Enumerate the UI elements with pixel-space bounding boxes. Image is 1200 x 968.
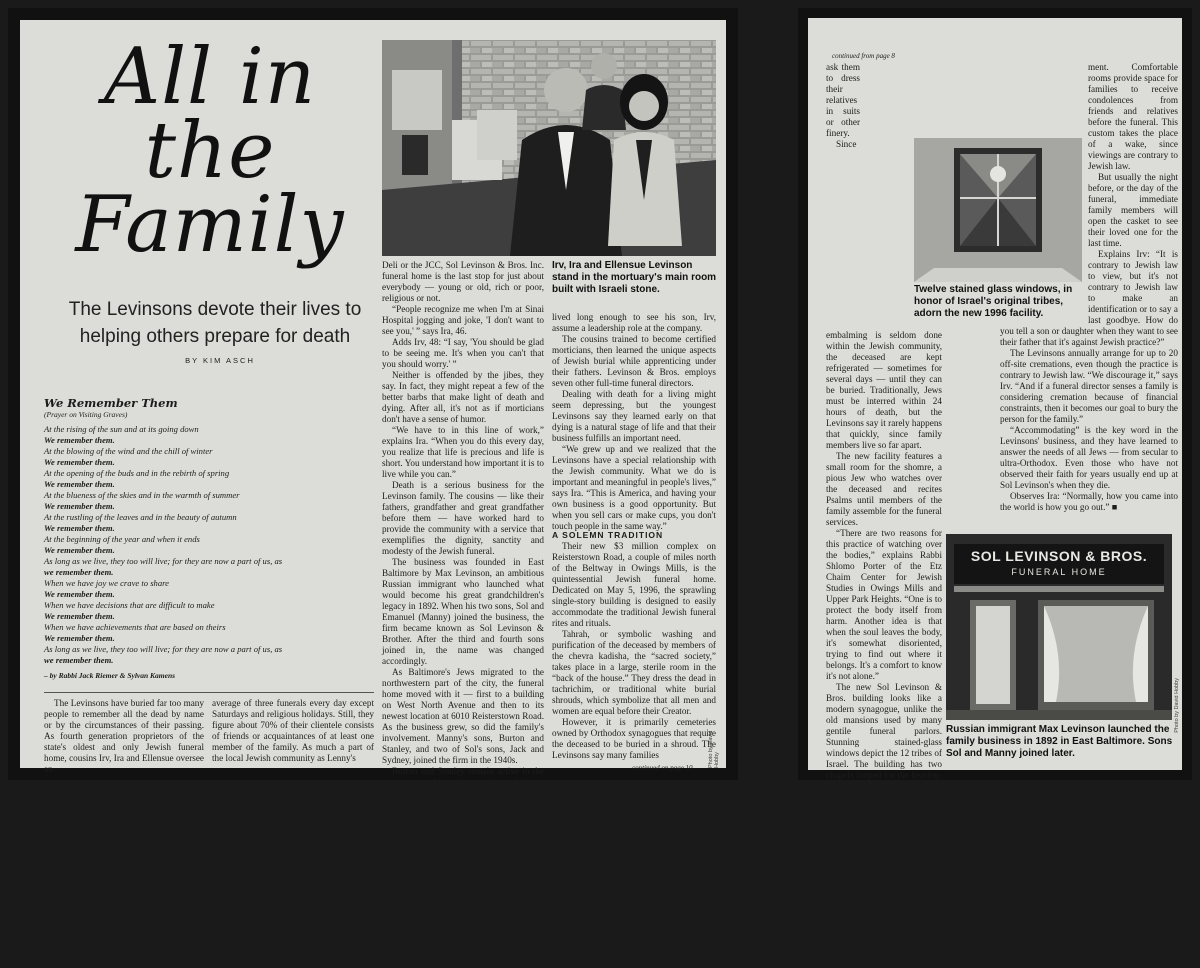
paragraph: “There are two reasons for this practice of watching over the bodies,” explains Rabbi Shlomo Porter of the Etz Chaim Center for Jewish Studies in Owings Mills and Upper Park Heights. “One is to protect the body itself from harm. Another idea is that when the soul leaves the body, it's somewhat disoriented, trying to find out where it belongs. It's a comfort to know it's not alone.” — [826, 528, 942, 681]
paragraph: Neither is offended by the jibes, they say. In fact, they might repeat a few of the better barbs that make light of death and dying. After all, it's not as if morticians don't have a sense of humor. — [382, 370, 544, 424]
poem-line: We remember them. — [44, 479, 115, 489]
poem-line: We remember them. — [44, 435, 115, 445]
paragraph: “People recognize me when I'm at Sinai Hospital jogging and joke, 'I don't want to see you,' ” says Ira, 46. — [382, 304, 544, 336]
photo-illustration — [382, 40, 716, 256]
storefront-sign-name: SOL LEVINSON & BROS. — [970, 548, 1148, 564]
photo-illustration — [914, 138, 1082, 282]
paragraph: “We have to in this line of work,” explains Ira. “When you do this every day, you realize that life is precious and life is short. You understand how important it is to live while you can.” — [382, 425, 544, 479]
byline: BY KIM ASCH — [185, 356, 255, 365]
paragraph: Adds Irv, 48: “I say, 'You should be glad to be seeing me. It's when you can't that you should worry.' ” — [382, 337, 544, 369]
storefront-caption: Russian immigrant Max Levinson launched the family business in 1892 in East Baltimore. Sons Sol and Manny joined later. — [946, 724, 1173, 759]
paragraph: Explains Irv: “It is contrary to Jewish law to view, but it's not contrary to Jewish law to make an identification or to say a last goodbye. How do you tell a son or daughter when they want to see their father that it's against Jewish practice?” — [1000, 249, 1178, 347]
poem-line: At the opening of the buds and in the rebirth of spring — [44, 468, 230, 478]
paragraph: ask them to dress their relatives in suits or other finery. — [826, 62, 860, 138]
poem-line: we remember them. — [44, 655, 114, 665]
article-deck: The Levinsons devote their lives to helping others prepare for death — [68, 299, 362, 347]
photo-credit: Photo by David Hobby — [708, 730, 720, 768]
paragraph: The cousins trained to become certified morticians, then learned the unique aspects of Jewish burial while apprenticing under their fathers. Levinson & Bros. employs seven other full-time funeral directors. — [552, 334, 716, 388]
paragraph: Observes Ira: “Normally, how you came into the world is how you go out.” ■ — [1000, 491, 1178, 512]
jump-line: continued on page 10 — [632, 764, 693, 772]
poem-line: We remember them. — [44, 611, 115, 621]
poem-line: We remember them. — [44, 523, 115, 533]
body-column-4 — [552, 312, 716, 531]
article-title — [60, 32, 360, 270]
poem-line: At the blowing of the wind and the chill of winter — [44, 446, 213, 456]
body-column-4-continued — [552, 524, 716, 762]
title-line: Family — [75, 180, 345, 270]
paragraph: “We grew up and we realized that the Levinsons have a special relationship with the Jewish community. What we do is important and meaningful in people's lives,” says Ira. “This is America, and having your own business is a good opportunity. But when you sell cars or make cups, you don't touch people in the same way.” — [552, 444, 716, 531]
right-page — [798, 8, 1192, 967]
poem-title: We Remember Them — [44, 396, 178, 410]
continued-from: continued from page 8 — [832, 52, 895, 60]
paragraph: “Accommodating” is the key word in the Levinsons' business, and they have learned to answer the needs of all Jews — from secular to ultra-Orthodox. Even those who have not observed their faith for years usually end up at Sol Levinson's when they die. — [1000, 425, 1178, 490]
paragraph: lived long enough to see his son, Irv, assume a leadership role at the company. — [552, 312, 716, 333]
paragraph: Burton and Stanley remain active in the business, working alongside their children, Ira and Ellensue. Jack died in 1993, but — [382, 766, 544, 798]
paragraph: Tahrah, or symbolic washing and purification of the deceased by members of the chevra kadisha, the “sacred society,” takes place in a large, sterile room in the “back of the house.” They dress the dead in tachrichim, or traditional white burial shrouds, which symbolize that all men and women are equal before their Creator. — [552, 629, 716, 716]
poem-subtitle: (Prayer on Visiting Graves) — [44, 410, 128, 419]
storefront-photo — [946, 534, 1172, 720]
paragraph: The larger chapel seats up to 600 people, and its back wall is made of stone imported from Jerusalem — the same type found in the Wailing Wall. A lending library named in honor of Irv's mother, Marjorie, who died when she was 34, is stocked with 500 volumes on bereave- — [826, 891, 994, 967]
divider — [44, 692, 374, 693]
paragraph: But usually the night before, or the day of the funeral, immediate family members will open the casket to see their loved one for the last time. — [1088, 172, 1178, 248]
poem-credit: – by Rabbi Jack Riemer & Sylvan Kamens — [44, 671, 176, 680]
poem-line: At the rustling of the leaves and in the beauty of autumn — [44, 512, 237, 522]
title-line: All in — [103, 32, 317, 122]
paragraph: The new Sol Levinson & Bros. building looks like a modern synagogue, unlike the old mansions used by many gentile funeral parlors. Stunning stained-glass windows depict the 12 tribes of Israel. The building has two chapels looped for the hearing-impaired, as well as a small private facility for descendants of the Kohain tribe, who are prohibited from entering the building with the dead. They may view the ceremony from inside the simple structure, which is wired for sound and video. — [826, 682, 994, 846]
section-body — [552, 541, 716, 761]
body-column-1: The Levinsons have buried far too many people to remember all the dead by name or by the circumstances of their passing. As fourth generation proprietors of the state's oldest and only Jewish funeral home, cousins Irv, Ira and Ellensue oversee an — [44, 698, 204, 774]
poem-line: As long as we live, they too will live; for they are now a part of us, as — [44, 644, 283, 654]
poem-line: At the beginning of the year and when it ends — [44, 534, 200, 544]
poem-line: We remember them. — [44, 633, 115, 643]
poem-line: we remember them. — [44, 567, 114, 577]
paragraph: Death is a serious business for the Levinson family. The cousins — like their fathers, grandfather and great grandfather before them — have worked hard to provide the community with a service that exemplifies the dignity, sanctity and modesty of the Jewish funeral. — [382, 480, 544, 556]
levinson-cousins-photo — [382, 40, 716, 256]
paragraph: However, it is primarily cemeteries owned by Orthodox synagogues that require the deceased to be buried in a shroud. The Levinsons say many families — [552, 717, 716, 760]
body-column-2: average of three funerals every day except Saturdays and religious holidays. Still, they figure about 70% of their clientele consists of friends or acquaintances of at least one member of the family. As much a part of the local Jewish community as Lenny's — [212, 698, 374, 763]
paragraph: As Baltimore's Jews migrated to the northwestern part of the city, the funeral home moved with it — first to a building on West North Avenue and then to its newest location at 6010 Reisterstown Road. As the business grew, so did the family's involvement. Manny's sons, Burton and Stanley, and two of Sol's sons, Jack and Sydney, joined the firm in the 1940s. — [382, 667, 544, 765]
poem-line: We remember them. — [44, 457, 115, 467]
poem-sidebar — [44, 398, 374, 681]
left-page — [8, 8, 738, 798]
poem-line: We remember them. — [44, 501, 115, 511]
paragraph: Deli or the JCC, Sol Levinson & Bros. Inc. funeral home is the last stop for just about everybody — young or old, rich or poor, religious or not. — [382, 260, 544, 303]
paragraph: The Levinsons annually arrange for up to 20 off-site cremations, even though the practice is contrary to Jewish law. “We discourage it,” says Irv. “And if a funeral director senses a family is considering cremation because of financial constraints, then it becomes our goal to bury the person for the family.” — [1000, 348, 1178, 424]
poem-line: When we have decisions that are difficult to make — [44, 600, 215, 610]
title-line: the — [144, 106, 276, 196]
paragraph: The business was founded in East Baltimore by Max Levinson, an ambitious Russian immigrant who launched what would become his great grandchildren's legacy in 1892. When his two sons, Sol and Emanuel (Manny) joined the business, the firm became known as Sol Levinson & Brother. After the third and fourth sons joined in, the name was changed accordingly. — [382, 557, 544, 666]
poem-line: At the blueness of the skies and in the warmth of summer — [44, 490, 240, 500]
poem-line: As long as we live, they too will live; for they are now a part of us, as — [44, 556, 283, 566]
poem-line: At the rising of the sun and at its going down — [44, 424, 199, 434]
photo-caption: Irv, Ira and Ellensue Levinson stand in the mortuary's main room built with Israeli stone. — [552, 260, 717, 295]
stained-glass-caption: Twelve stained glass windows, in honor of Israel's original tribes, adorn the new 1996 facility. — [914, 284, 1073, 319]
poem-line: We remember them. — [44, 589, 115, 599]
section-subhead: A SOLEMN TRADITION — [552, 530, 664, 540]
paragraph: ment. Comfortable rooms provide space for families to receive condolences from friends and relatives before the funeral. This custom takes the place of a wake, since viewings are contrary to Jewish law. — [1088, 62, 1178, 171]
poem-line: When we have joy we crave to share — [44, 578, 169, 588]
paragraph: “We designed the building to be open and airy, because funerals are sad, solemn occasions and we didn't want this space to be dark and depressing,” says Ira. — [826, 847, 994, 890]
poem-lines — [44, 424, 374, 666]
paragraph: The new facility features a small room for the shomre, a pious Jew who watches over the deceased and recites Psalms until members of the family assemble for the funeral services. — [826, 451, 942, 527]
paragraph: Since embalming is seldom done within the Jewish community, the deceased are kept refrigerated — sometimes for several days — until they can be buried. Traditionally, Jews must be interred within 24 hours of death, but the Levinsons say it rarely happens that quickly, since family members live so far apart. — [826, 139, 942, 450]
body-column-3 — [382, 260, 544, 798]
paragraph: Their new $3 million complex on Reisterstown Road, a couple of miles north of the Beltway in Owings Mills, is the quintessential Jewish funeral home. Dedicated on May 5, 1996, the sprawling single-story building is designed to easily accommodate the traditional Jewish funeral rites and rituals. — [552, 541, 716, 628]
storefront-sign-subtitle: FUNERAL HOME — [1011, 567, 1107, 577]
poem-line: When we have achievements that are based on theirs — [44, 622, 226, 632]
stained-glass-photo — [914, 138, 1082, 282]
paragraph: Dealing with death for a living might seem depressing, but the youngest Levinsons say they learned early on that dying is a natural stage of life and that their business fulfills an important need. — [552, 389, 716, 443]
poem-line: We remember them. — [44, 545, 115, 555]
photo-credit: Photo by David Hobby — [1174, 678, 1180, 733]
